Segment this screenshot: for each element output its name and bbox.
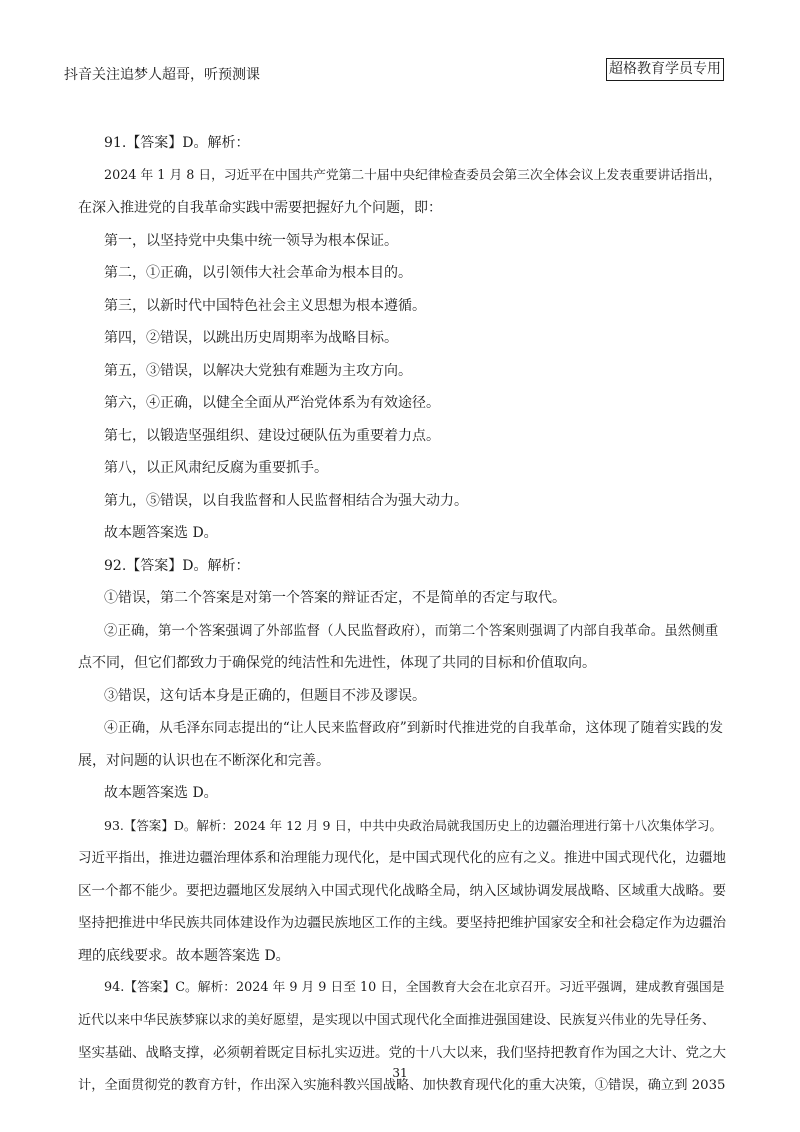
text-line: 近代以来中华民族梦寐以求的美好愿望，是实现以中国式现代化全面推进强国建设、民族复兴伟业的先导任务、 xyxy=(78,1012,716,1028)
text-line: 92.【答案】D。解析： xyxy=(104,557,250,574)
text-line: 第六，④正确，以健全全面从严治党体系为有效途径。 xyxy=(104,395,440,411)
text-line: ④正确，从毛泽东同志提出的“让人民来监督政府”到新时代推进党的自我革命，这体现了随着实践的发 xyxy=(104,720,724,736)
text-line: 第七，以锻造坚强组织、建设过硬队伍为重要着力点。 xyxy=(104,427,440,444)
text-line: 第八，以正风肃纪反腐为重要抓手。 xyxy=(104,460,328,476)
text-line: 计，全面贯彻党的教育方针，作出深入实施科教兴国战略、加快教育现代化的重大决策，①错误，确立到 2035 xyxy=(78,1077,726,1093)
text-line: 故本题答案选 D。 xyxy=(104,525,218,541)
page-number: 31 xyxy=(392,1066,408,1080)
text-line: 91.【答案】D。解析： xyxy=(104,135,250,151)
text-line: 2024 年 1 月 8 日，习近平在中国共产党第二十届中央纪律检查委员会第三次全体会议上发表重要讲话指出， xyxy=(104,167,722,183)
text-line: 区一个都不能少。要把边疆地区发展纳入中国式现代化战略全局，纳入区域协调发展战略、区域重大战略。要 xyxy=(78,882,726,899)
text-line: 94.【答案】C。解析：2024 年 9 月 9 日至 10 日，全国教育大会在北京召开。习近平强调，建成教育强国是 xyxy=(104,980,725,995)
text-line: 第九，⑤错误，以自我监督和人民监督相结合为强大动力。 xyxy=(104,492,468,509)
text-line: 坚实基础、战略支撑，必须朝着既定目标扎实迈进。党的十八大以来，我们坚持把教育作为国之大计、党之大 xyxy=(78,1045,726,1061)
header-left-text: 抖音关注追梦人超哥，听预测课 xyxy=(64,67,260,83)
text-line: ③错误，这句话本身是正确的，但题目不涉及谬误。 xyxy=(104,687,426,704)
text-line: 习近平指出，推进边疆治理体系和治理能力现代化，是中国式现代化的应有之义。推进中国式现代化，边疆地 xyxy=(78,850,726,866)
text-line: 第五，③错误，以解决大党独有难题为主攻方向。 xyxy=(104,362,412,379)
text-line: 故本题答案选 D。 xyxy=(104,785,218,801)
document-body xyxy=(78,127,726,1102)
text-line: ①错误，第二个答案是对第一个答案的辩证否定，不是简单的否定与取代。 xyxy=(104,590,566,606)
text-line: 第一，以坚持党中央集中统一领导为根本保证。 xyxy=(104,232,398,249)
text-line: 第四，②错误，以跳出历史周期率为战略目标。 xyxy=(104,330,398,346)
text-line: 理的底线要求。故本题答案选 D。 xyxy=(78,947,290,964)
text-line: 93.【答案】D。解析：2024 年 12 月 9 日，中共中央政治局就我国历史上的边疆治理进行第十八次集体学习。 xyxy=(104,817,722,833)
text-line: 展，对问题的认识也在不断深化和完善。 xyxy=(78,752,330,769)
text-line: 点不同，但它们都致力于确保党的纯洁性和先进性，体现了共同的目标和价值取向。 xyxy=(78,655,596,671)
text-line: 第二，①正确，以引领伟大社会革命为根本目的。 xyxy=(104,265,412,281)
text-line: 第三，以新时代中国特色社会主义思想为根本遵循。 xyxy=(104,297,426,314)
header-badge: 超格教育学员专用 xyxy=(606,58,724,81)
text-line: 坚持把推进中华民族共同体建设作为边疆民族地区工作的主线。要坚持把维护国家安全和社会稳定作为边疆治 xyxy=(78,915,726,931)
text-line: ②正确，第一个答案强调了外部监督（人民监督政府），而第二个答案则强调了内部自我革命。虽然侧重 xyxy=(104,622,719,639)
text-line: 在深入推进党的自我革命实践中需要把握好九个问题，即： xyxy=(78,200,442,216)
